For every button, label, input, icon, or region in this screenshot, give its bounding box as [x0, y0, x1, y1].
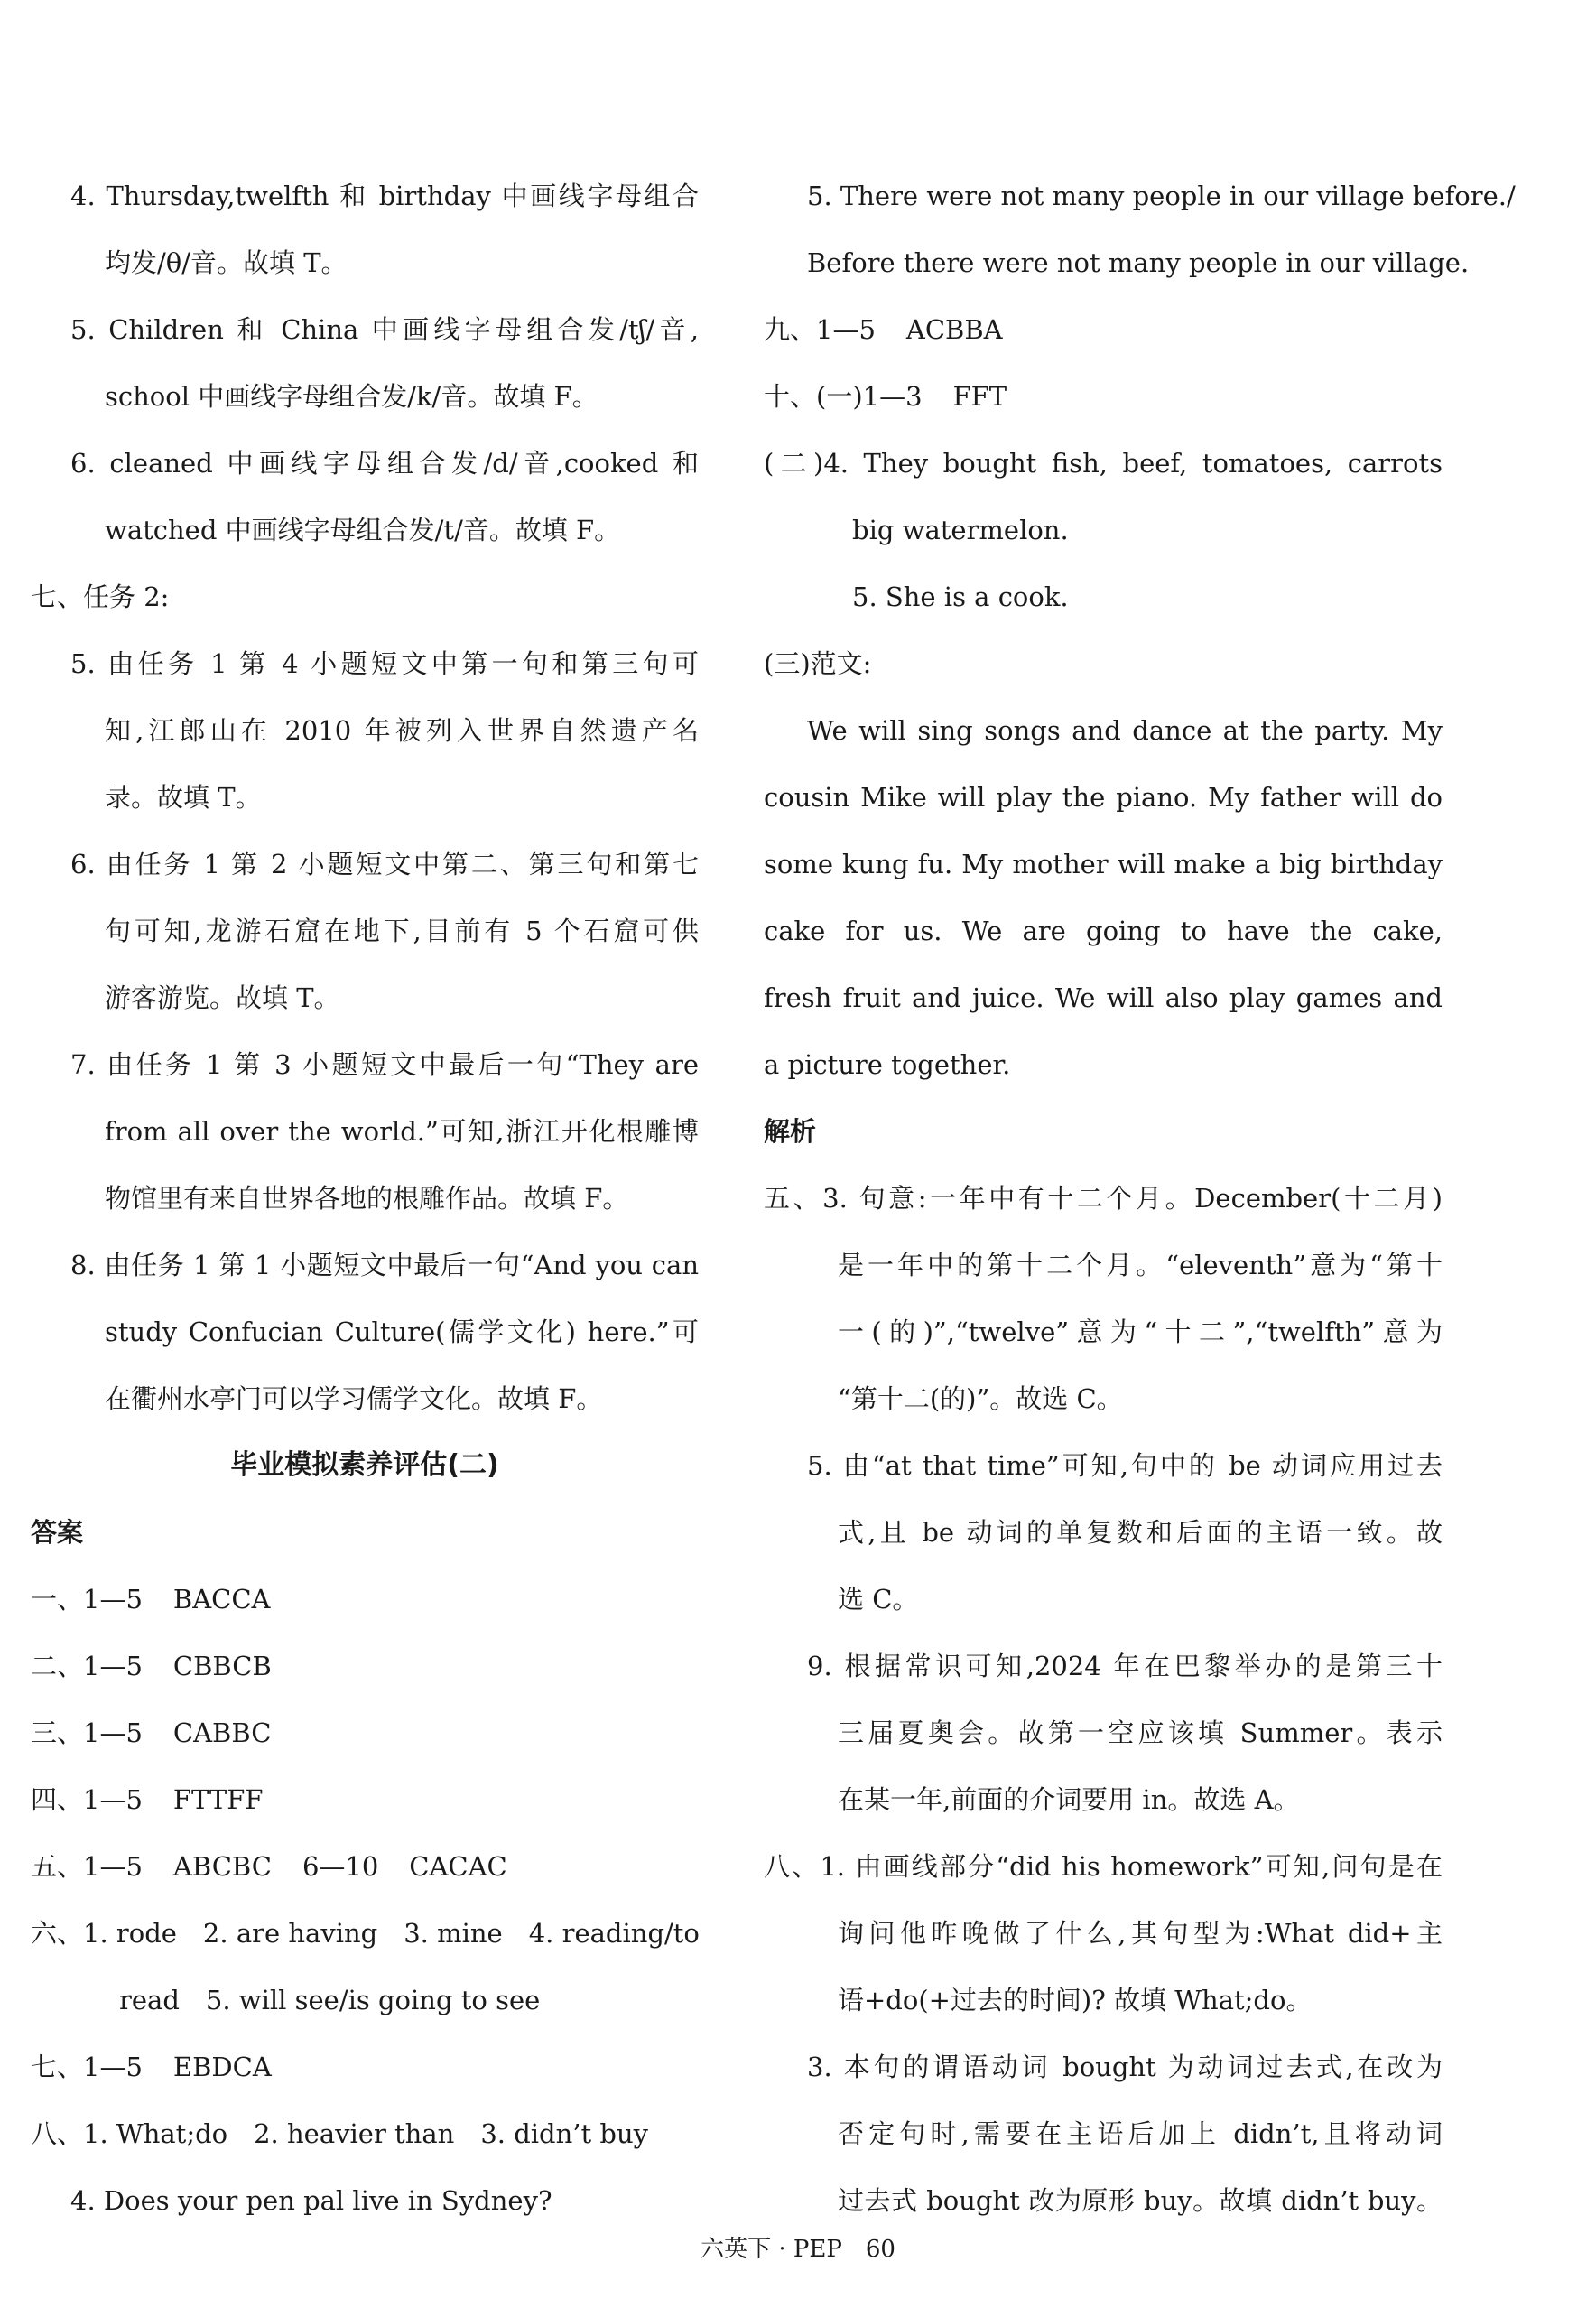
- text-line: 选 C。: [838, 1584, 919, 1615]
- text-line: 物馆里有来自世界各地的根雕作品。故填 F。: [105, 1183, 629, 1214]
- text-line: 5. Children 和 China 中画线字母组合发/tʃ/音,: [70, 314, 699, 345]
- text-line: 8. 由任务 1 第 1 小题短文中最后一句“And you can: [70, 1250, 699, 1280]
- text-line: 7. 由任务 1 第 3 小题短文中最后一句“They are: [70, 1049, 699, 1080]
- left-column: [31, 163, 699, 2234]
- text-line: 游客游览。故填 T。: [105, 982, 340, 1013]
- text-line: 三届夏奥会。故第一空应该填 Summer。表示: [838, 1717, 1443, 1748]
- answer-row: 九、1—5 ACBBA: [764, 314, 1003, 345]
- text-line: 均发/θ/音。故填 T。: [105, 247, 348, 278]
- answer-row: 三、1—5 CABBC: [31, 1717, 272, 1748]
- text-line: big watermelon.: [852, 515, 1069, 545]
- analysis-heading: 解析: [764, 1116, 817, 1147]
- section-title: 毕业模拟素养评估(二): [230, 1449, 499, 1481]
- text-line: 知,江郎山在 2010 年被列入世界自然遗产名: [105, 715, 699, 746]
- text-line: Before there were not many people in our village.: [807, 247, 1470, 278]
- text-line: 否定句时,需要在主语后加上 didn’t,且将动词: [838, 2118, 1443, 2149]
- answers-heading: 答案: [31, 1517, 84, 1548]
- text-line: 五、3. 句意:一年中有十二个月。December(十二月): [764, 1183, 1443, 1214]
- text-line: 句可知,龙游石窟在地下,目前有 5 个石窟可供: [105, 916, 699, 946]
- text-line: 录。故填 T。: [105, 782, 262, 813]
- text-line: 是一年中的第十二个月。“eleventh”意为“第十: [838, 1250, 1443, 1280]
- text-line: study Confucian Culture(儒学文化) here.”可: [105, 1317, 699, 1347]
- footer-edition: PEP: [793, 2236, 842, 2263]
- text-line: 5. She is a cook.: [852, 582, 1069, 612]
- text-line: 在衢州水亭门可以学习儒学文化。故填 F。: [105, 1383, 603, 1414]
- essay-line: a picture together.: [764, 1049, 1011, 1080]
- text-line: from all over the world.”可知,浙江开化根雕博: [105, 1116, 699, 1147]
- essay-line: some kung fu. My mother will make a big birthday: [764, 849, 1443, 879]
- text-line: 9. 根据常识可知,2024 年在巴黎举办的是第三十: [807, 1651, 1443, 1681]
- text-line: 5. 由任务 1 第 4 小题短文中第一句和第三句可: [70, 648, 699, 679]
- section-label: 七、任务 2:: [31, 582, 170, 612]
- answer-row: 五、1—5 ABCBC 6—10 CACAC: [31, 1851, 507, 1882]
- footer-book: 六英下: [701, 2236, 772, 2263]
- essay-line: fresh fruit and juice. We will also play games and: [764, 982, 1443, 1013]
- essay-line: We will sing songs and dance at the party. My: [807, 715, 1443, 746]
- essay-line: cake for us. We are going to have the cake,: [764, 916, 1443, 946]
- text-line: 6. cleaned 中画线字母组合发/d/音,cooked 和: [70, 448, 699, 479]
- answer-row: read 5. will see/is going to see: [119, 1985, 541, 2015]
- text-line: 询问他昨晚做了什么,其句型为:What did+主: [838, 1918, 1443, 1949]
- text-line: “第十二(的)”。故选 C。: [838, 1383, 1123, 1414]
- text-line: 八、1. 由画线部分“did his homework”可知,问句是在: [764, 1851, 1443, 1882]
- page-footer: [0, 2230, 1596, 2264]
- essay-line: cousin Mike will play the piano. My father will do: [764, 782, 1443, 813]
- text-line: 式,且 be 动词的单复数和后面的主语一致。故: [838, 1517, 1443, 1548]
- answer-row: 十、(一)1—3 FFT: [764, 381, 1007, 412]
- text-line: 语+do(+过去的时间)? 故填 What;do。: [838, 1985, 1313, 2015]
- text-line: 4. Thursday,twelfth 和 birthday 中画线字母组合: [70, 181, 699, 211]
- answer-row: 六、1. rode 2. are having 3. mine 4. reading/to: [31, 1918, 700, 1949]
- text-line: (二)4. They bought fish, beef, tomatoes, carrots: [764, 448, 1443, 479]
- footer-dot: ·: [771, 2236, 793, 2263]
- text-line: watched 中画线字母组合发/t/音。故填 F。: [105, 515, 621, 545]
- text-line: 3. 本句的谓语动词 bought 为动词过去式,在改为: [807, 2052, 1443, 2082]
- text-line: 5. 由“at that time”可知,句中的 be 动词应用过去: [807, 1450, 1443, 1481]
- text-line: 一(的)”,“twelve”意为“十二”,“twelfth”意为: [838, 1317, 1443, 1347]
- text-line: school 中画线字母组合发/k/音。故填 F。: [105, 381, 598, 412]
- answer-row: 七、1—5 EBDCA: [31, 2052, 272, 2082]
- answer-row: 4. Does your pen pal live in Sydney?: [70, 2185, 552, 2216]
- answer-row: 二、1—5 CBBCB: [31, 1651, 272, 1681]
- text-line: 过去式 bought 改为原形 buy。故填 didn’t buy。: [838, 2185, 1443, 2216]
- text-line: 在某一年,前面的介词要用 in。故选 A。: [838, 1784, 1300, 1815]
- text-line: (三)范文:: [764, 648, 872, 679]
- right-column: [764, 163, 1516, 2234]
- text-line: 6. 由任务 1 第 2 小题短文中第二、第三句和第七: [70, 849, 699, 879]
- answer-row: 四、1—5 FTTFF: [31, 1784, 264, 1815]
- answer-row: 八、1. What;do 2. heavier than 3. didn’t buy: [31, 2118, 649, 2149]
- text-line: 5. There were not many people in our village before./: [807, 181, 1516, 211]
- page-number: 60: [865, 2236, 895, 2263]
- answer-row: 一、1—5 BACCA: [31, 1584, 271, 1615]
